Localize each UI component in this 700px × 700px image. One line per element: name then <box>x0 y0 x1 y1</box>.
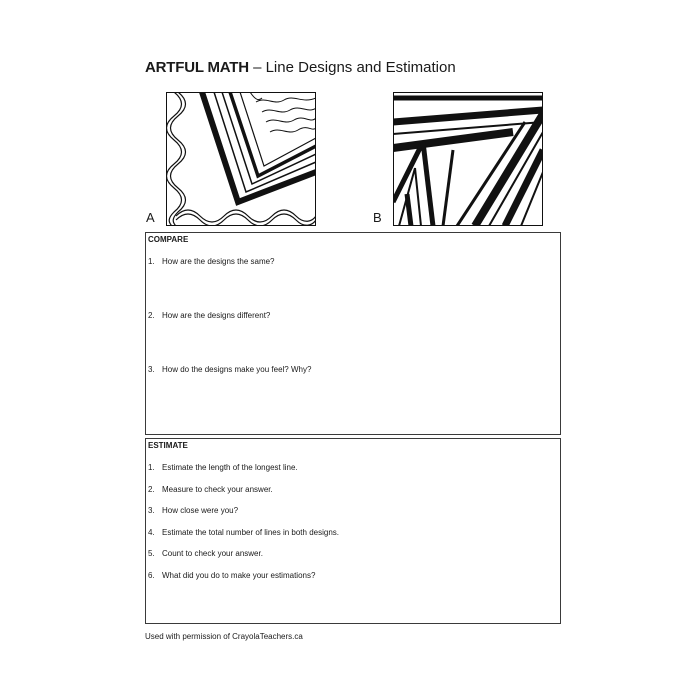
title-subtitle: – Line Designs and Estimation <box>248 59 456 76</box>
compare-question-1: 1. How are the designs the same? <box>148 257 275 266</box>
design-a-image <box>166 92 316 226</box>
estimate-question-2: 2. Measure to check your answer. <box>148 485 273 494</box>
estimate-question-3: 3. How close were you? <box>148 506 239 515</box>
estimate-section <box>145 438 561 624</box>
straight-line-design-icon <box>393 92 543 226</box>
page-title <box>145 59 456 76</box>
compare-question-3: 3. How do the designs make you feel? Why? <box>148 365 312 374</box>
estimate-question-6: 6. What did you do to make your estimations? <box>148 571 316 580</box>
estimate-heading: ESTIMATE <box>148 441 188 450</box>
compare-heading: COMPARE <box>148 235 189 244</box>
estimate-question-5: 5. Count to check your answer. <box>148 549 263 558</box>
design-a-label: A <box>146 210 155 225</box>
design-b-image <box>393 92 543 226</box>
estimate-question-4: 4. Estimate the total number of lines in both designs. <box>148 528 339 537</box>
design-b-label: B <box>373 210 382 225</box>
estimate-question-1: 1. Estimate the length of the longest line. <box>148 463 298 472</box>
footer-credit: Used with permission of CrayolaTeachers.ca <box>145 632 303 641</box>
wavy-line-design-icon <box>166 92 316 226</box>
compare-question-2: 2. How are the designs different? <box>148 311 271 320</box>
compare-section <box>145 232 561 435</box>
title-bold: ARTFUL MATH <box>145 59 249 76</box>
